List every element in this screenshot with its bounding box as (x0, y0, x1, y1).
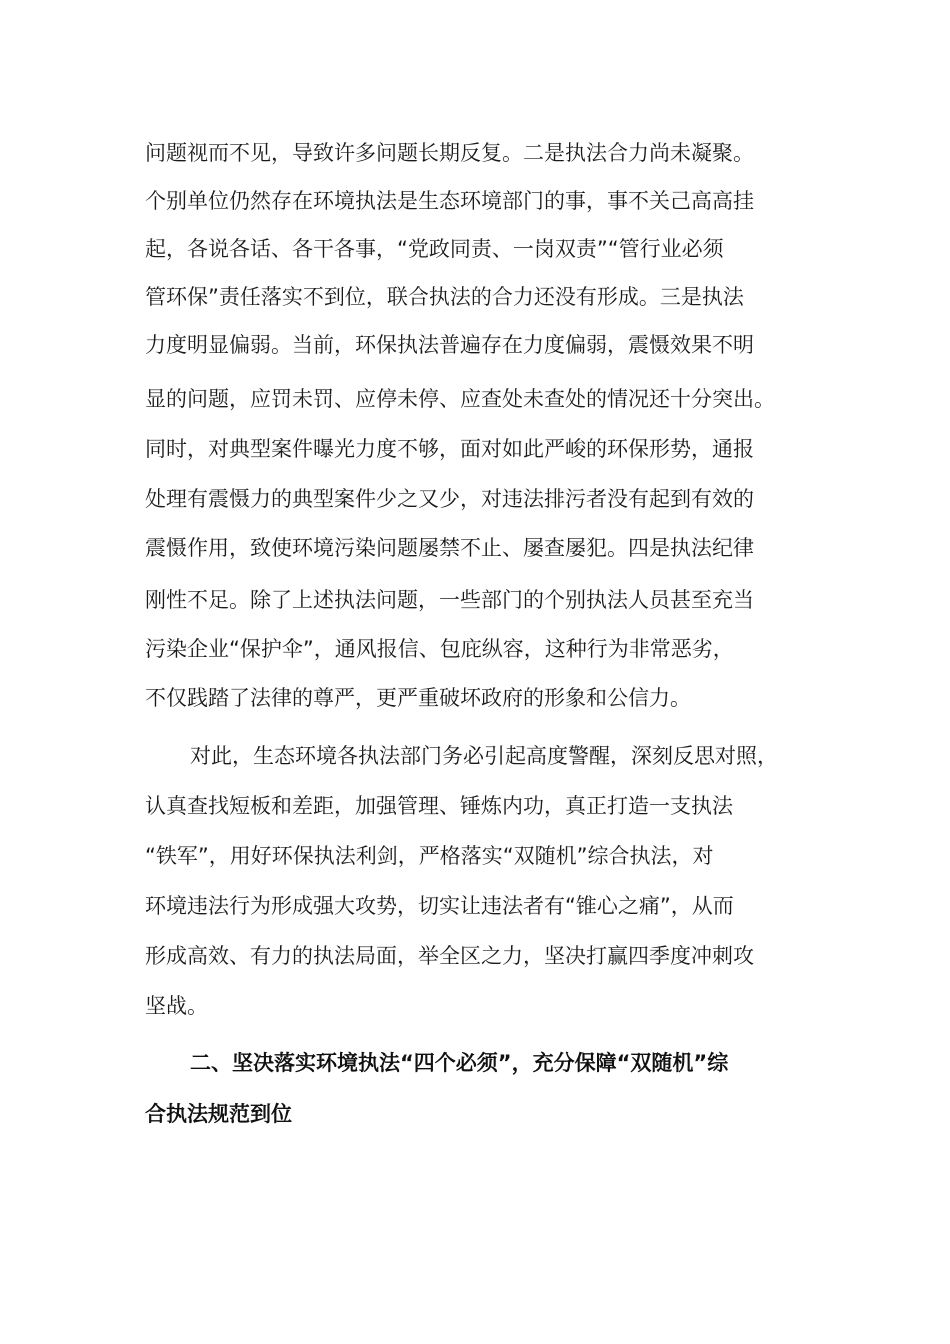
paragraph-1-line: 起，各说各话、各干各事，“党政同责、一岗双责”“管行业必须 (145, 237, 724, 261)
paragraph-1-line: 刚性不足。除了上述执法问题，一些部门的个别执法人员甚至充当 (145, 588, 754, 612)
paragraph-1-line: 问题视而不见，导致许多问题长期反复。二是执法合力尚未凝聚。 (145, 141, 754, 165)
section-heading-line: 二、坚决落实环境执法“四个必须”，充分保障“双随机”综 (190, 1051, 729, 1075)
paragraph-1-line: 不仅践踏了法律的尊严，更严重破坏政府的形象和公信力。 (145, 686, 691, 710)
paragraph-2-line: 坚战。 (145, 994, 208, 1018)
paragraph-1-line: 力度明显偏弱。当前，环保执法普遍存在力度偏弱，震慑效果不明 (145, 333, 754, 357)
paragraph-1-line: 同时，对典型案件曝光力度不够，面对如此严峻的环保形势，通报 (145, 437, 754, 461)
paragraph-2-line: 形成高效、有力的执法局面，举全区之力，坚决打赢四季度冲刺攻 (145, 944, 754, 968)
paragraph-1-line: 震慑作用，致使环境污染问题屡禁不止、屡查屡犯。四是执法纪律 (145, 536, 754, 560)
paragraph-1-line: 显的问题，应罚未罚、应停未停、应查处未查处的情况还十分突出。 (145, 387, 775, 411)
paragraph-2-line: 对此，生态环境各执法部门务必引起高度警醒，深刻反思对照， (190, 744, 778, 768)
section-heading-line: 合执法规范到位 (145, 1102, 292, 1126)
paragraph-2-line: “铁军”，用好环保执法利剑，严格落实“双随机”综合执法，对 (145, 844, 714, 868)
paragraph-1-line: 管环保”责任落实不到位，联合执法的合力还没有形成。三是执法 (145, 285, 744, 309)
paragraph-2-line: 认真查找短板和差距，加强管理、锤炼内功，真正打造一支执法 (145, 794, 733, 818)
paragraph-1-line: 处理有震慑力的典型案件少之又少，对违法排污者没有起到有效的 (145, 487, 754, 511)
paragraph-1-line: 个别单位仍然存在环境执法是生态环境部门的事，事不关己高高挂 (145, 189, 754, 213)
paragraph-2-line: 环境违法行为形成强大攻势，切实让违法者有“锥心之痛”，从而 (145, 894, 734, 918)
paragraph-1-line: 污染企业“保护伞”，通风报信、包庇纵容，这种行为非常恶劣， (145, 637, 734, 661)
